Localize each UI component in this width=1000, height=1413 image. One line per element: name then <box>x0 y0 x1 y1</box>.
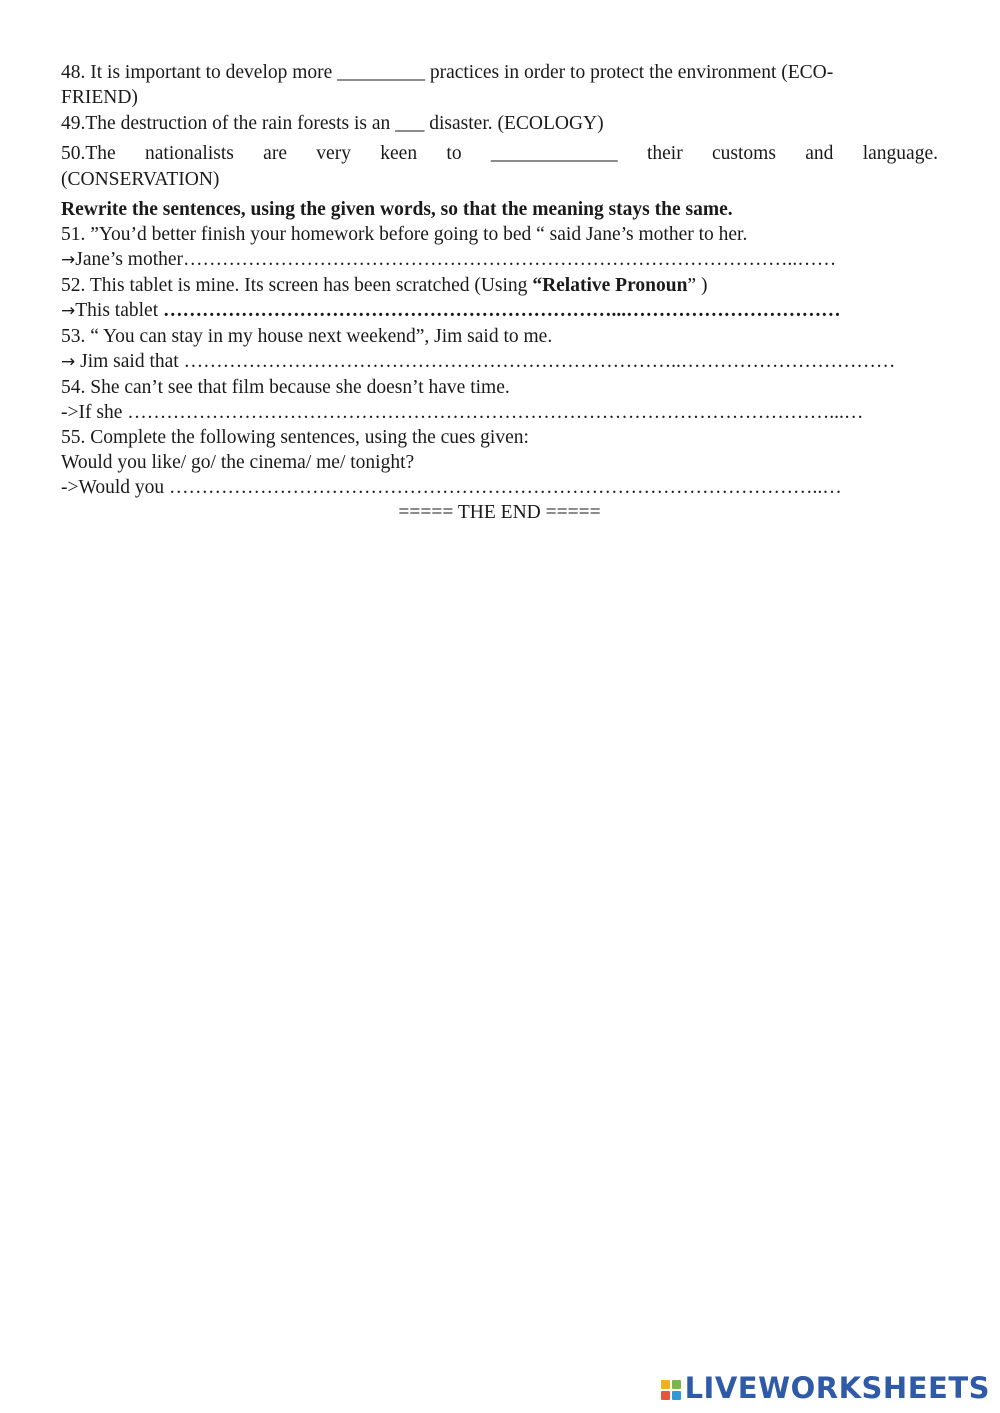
q52-prompt-end: ” ) <box>687 275 708 296</box>
q53-prompt: 53. “ You can stay in my house next weekend”, Jim said to me. <box>61 326 553 347</box>
q52-prompt-bold: “Relative Pronoun <box>532 275 688 296</box>
q55-cue: Would you like/ go/ the cinema/ me/ tonight? <box>61 452 415 473</box>
liveworksheets-logo-icon <box>661 1380 681 1400</box>
rewrite-heading: Rewrite the sentences, using the given words, so that the meaning stays the same. <box>61 199 733 220</box>
arrow-right-icon: → <box>61 250 76 270</box>
q48-line1: 48. It is important to develop more _________ practices in order to protect the environment (ECO- <box>61 62 834 83</box>
q52-answer[interactable]: ……………………………………………………………...…………………………… <box>162 300 841 321</box>
arrow-right-icon: → <box>61 301 76 321</box>
q51-prompt: 51. ”You’d better finish your homework before going to bed “ said Jane’s mother to her. <box>61 224 748 245</box>
q54-prompt: 54. She can’t see that film because she doesn’t have time. <box>61 377 510 398</box>
q55-answer[interactable]: ->Would you ………………………………………………………………………………………..… <box>61 477 842 498</box>
worksheet-page <box>61 60 938 525</box>
q50-line1: 50.The nationalists are very keen to _____________ their customs and language. <box>61 143 938 164</box>
q52-answer-start: This tablet <box>75 300 163 321</box>
q52-prompt-start: 52. This tablet is mine. Its screen has been scratched (Using <box>61 275 533 296</box>
q53-answer[interactable]: Jim said that …………………………………………………………………..…………………………… <box>75 351 896 372</box>
q48-line2: FRIEND) <box>61 87 138 108</box>
liveworksheets-watermark <box>661 1371 990 1405</box>
q51-answer[interactable]: Jane’s mother…………………………………………………………………………………..…… <box>75 249 837 270</box>
q52-prompt <box>61 273 938 298</box>
q50-line2: (CONSERVATION) <box>61 169 220 190</box>
q53-answer-line <box>61 349 938 375</box>
q55-prompt: 55. Complete the following sentences, using the cues given: <box>61 427 529 448</box>
arrow-right-icon: → <box>61 352 76 372</box>
q51-answer-line <box>61 247 938 273</box>
q52-answer-line <box>61 298 938 324</box>
the-end-footer: ===== THE END ===== <box>398 502 601 523</box>
q49-text: 49.The destruction of the rain forests is an ___ disaster. (ECOLOGY) <box>61 113 604 134</box>
q54-answer[interactable]: ->If she ………………………………………………………………………………………………...… <box>61 402 864 423</box>
watermark-text: LIVEWORKSHEETS <box>684 1371 990 1405</box>
